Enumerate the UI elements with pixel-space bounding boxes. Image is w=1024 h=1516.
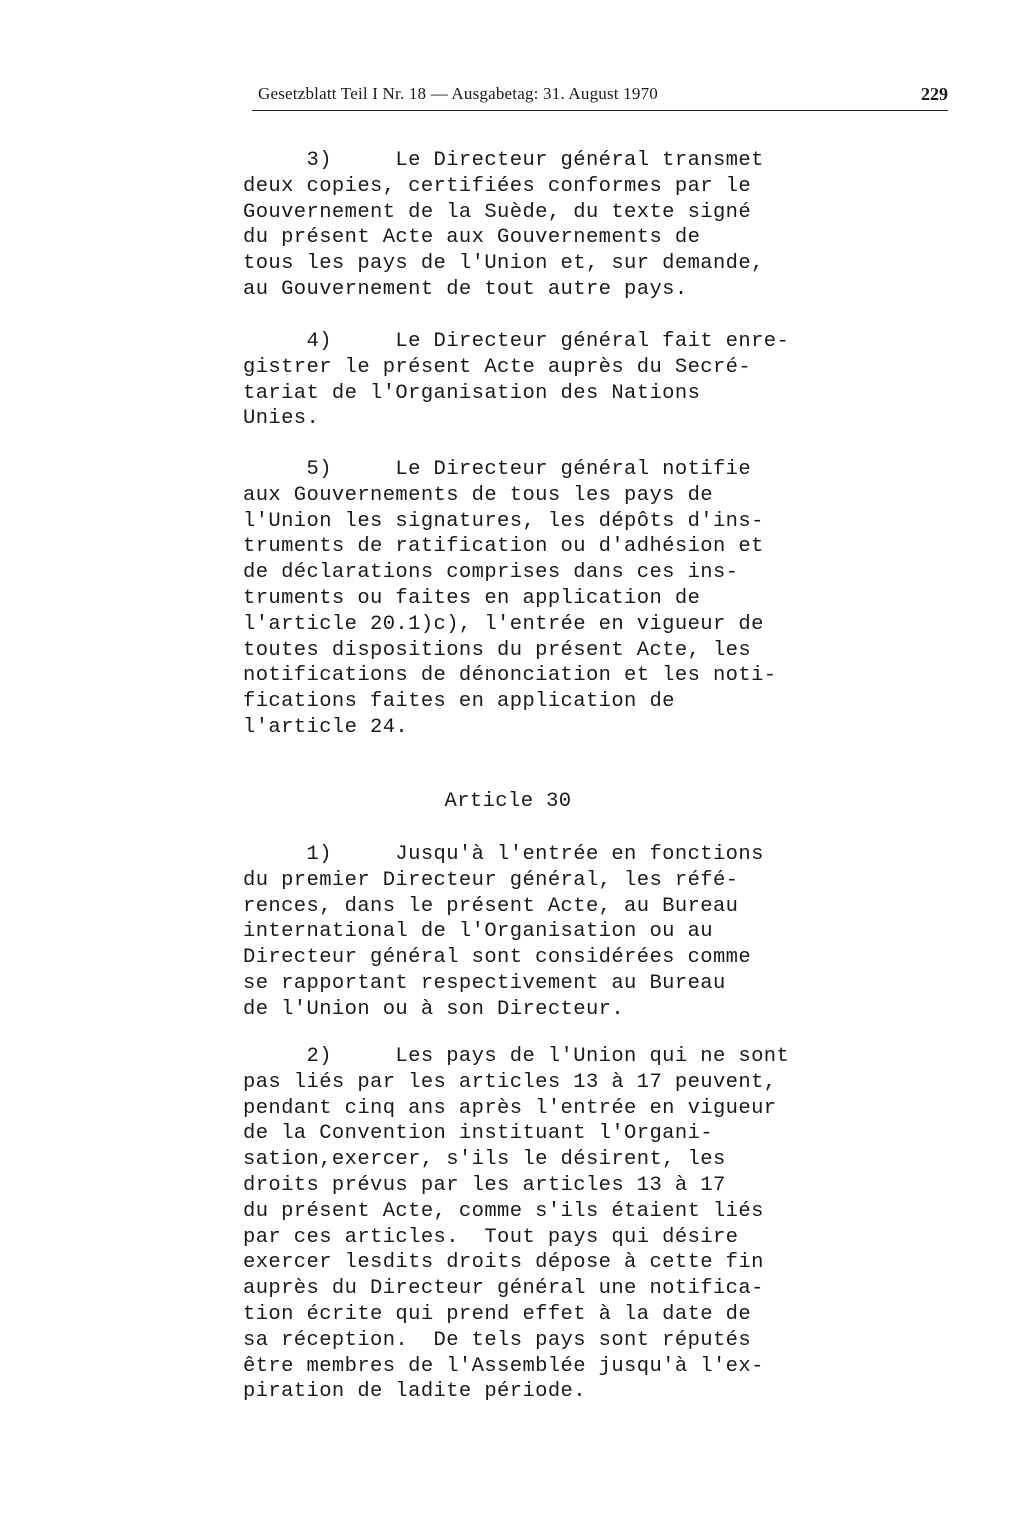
text-line: être membres de l'Assemblée jusqu'à l'ex- (243, 1354, 764, 1378)
text-line: aux Gouvernements de tous les pays de (243, 483, 713, 507)
text-line: l'article 24. (243, 715, 409, 739)
page-number: 229 (921, 84, 948, 104)
text-line: Directeur général sont considérées comme (243, 946, 752, 970)
article-heading: Article 30 (444, 790, 572, 813)
text-line: truments ou faites en application de (243, 586, 701, 610)
paragraph-5 (243, 457, 803, 741)
text-line: piration de ladite période. (243, 1380, 586, 1404)
text-line: tion écrite qui prend effet à la date de (243, 1302, 752, 1326)
article-30-paragraph-1 (243, 842, 803, 1023)
text-line: Gouvernement de la Suède, du texte signé (243, 200, 752, 224)
text-line: tariat de l'Organisation des Nations (243, 381, 701, 405)
text-line: fications faites en application de (243, 690, 675, 714)
text-line: 4) Le Directeur général fait enre- (243, 330, 790, 353)
text-line: auprès du Directeur général une notifica- (243, 1277, 764, 1301)
text-line: 5) Le Directeur général notifie (243, 458, 752, 481)
article-30-paragraph-2 (243, 1044, 803, 1405)
text-line: par ces articles. Tout pays qui désire (243, 1225, 739, 1249)
paragraph-4 (243, 329, 803, 432)
text-line: exercer lesdits droits dépose à cette fin (243, 1251, 764, 1275)
text-line: du premier Directeur général, les réfé- (243, 868, 739, 892)
text-line: se rapportant respectivement au Bureau (243, 971, 726, 995)
text-line: l'Union les signatures, les dépôts d'ins- (243, 509, 764, 533)
text-line: 1) Jusqu'à l'entrée en fonctions (243, 843, 764, 866)
text-line: au Gouvernement de tout autre pays. (243, 277, 688, 301)
text-line: de déclarations comprises dans ces ins- (243, 561, 739, 585)
text-line: pas liés par les articles 13 à 17 peuvent, (243, 1070, 777, 1094)
text-line: de la Convention instituant l'Organi- (243, 1122, 713, 1146)
text-line: deux copies, certifiées conformes par le (243, 174, 752, 198)
text-line: sa réception. De tels pays sont réputés (243, 1328, 752, 1352)
text-line: rences, dans le présent Acte, au Bureau (243, 894, 739, 918)
text-line: notifications de dénonciation et les noti- (243, 664, 777, 688)
text-line: pendant cinq ans après l'entrée en vigueur (243, 1096, 777, 1120)
text-line: tous les pays de l'Union et, sur demande, (243, 252, 764, 276)
text-line: l'article 20.1)c), l'entrée en vigueur de (243, 612, 764, 636)
paragraph-3 (243, 148, 803, 303)
text-line: 2) Les pays de l'Union qui ne sont (243, 1045, 790, 1068)
text-line: droits prévus par les articles 13 à 17 (243, 1173, 726, 1197)
text-line: toutes dispositions du présent Acte, les (243, 638, 752, 662)
text-line: de l'Union ou à son Directeur. (243, 997, 625, 1021)
text-line: sation,exercer, s'ils le désirent, les (243, 1148, 726, 1172)
text-line: du présent Acte aux Gouvernements de (243, 226, 701, 250)
text-line: truments de ratification ou d'adhésion et (243, 535, 764, 559)
text-line: Unies. (243, 407, 320, 431)
text-line: 3) Le Directeur général transmet (243, 149, 764, 172)
running-title: Gesetzblatt Teil I Nr. 18 — Ausgabetag: 31. August 1970 (258, 84, 658, 103)
text-line: gistrer le présent Acte auprès du Secré- (243, 355, 752, 379)
text-line: international de l'Organisation ou au (243, 920, 713, 944)
running-header (252, 80, 948, 111)
text-line: du présent Acte, comme s'ils étaient liés (243, 1199, 764, 1223)
